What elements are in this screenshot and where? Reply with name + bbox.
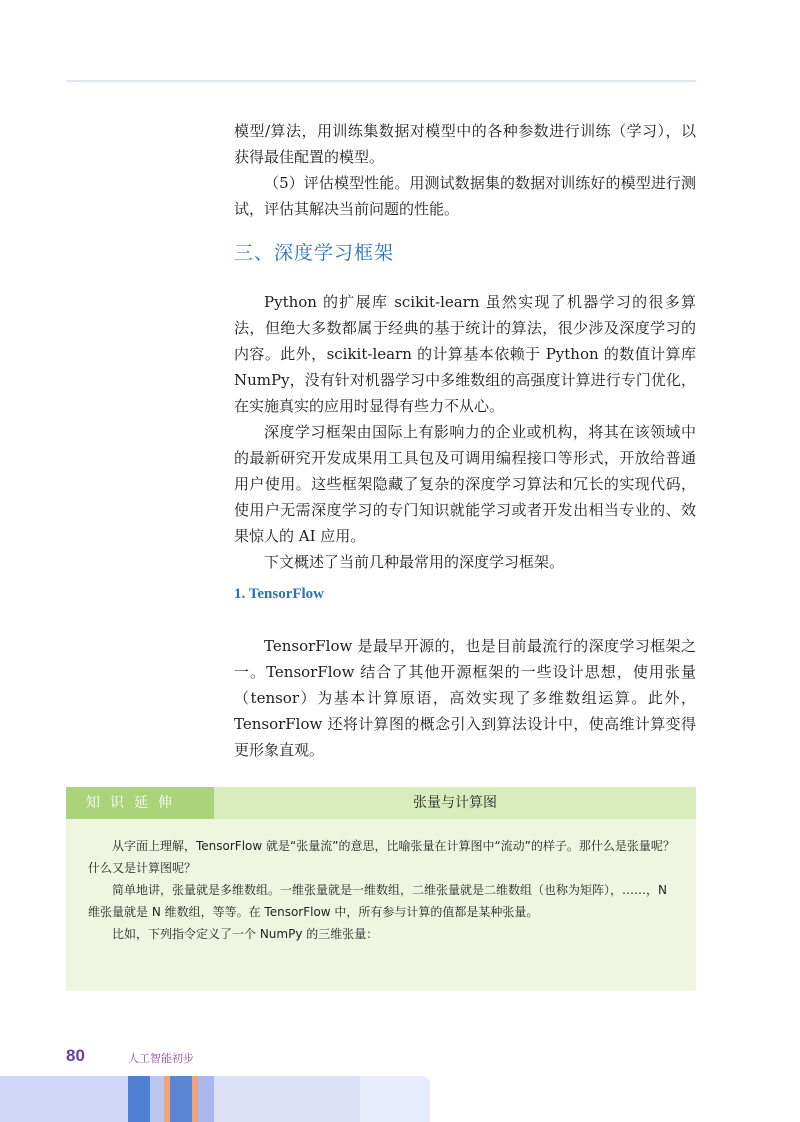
footer-decorative-band [0,1076,430,1122]
paragraph: （5）评估模型性能。用测试数据集的数据对训练好的模型进行测试，评估其解决当前问题的性能。 [234,174,696,218]
paragraph: 模型/算法，用训练集数据对模型中的各种参数进行训练（学习），以获得最佳配置的模型。 [234,122,696,166]
section-heading: 三、深度学习框架 [234,242,395,264]
band-segment [198,1076,214,1122]
knowledge-paragraph: 比如，下列指令定义了一个 NumPy 的三维张量： [112,927,379,941]
knowledge-extension-box [66,787,696,991]
framework-text-block [234,289,696,575]
knowledge-paragraph: 简单地讲，张量就是多维数组。一维张量就是一维数组，二维张量就是二维数组（也称为矩阵），……，N 维张量就是 N 维数组，等等。在 TensorFlow 中，所有参与计算的值都是某种张量。 [88,883,667,919]
paragraph: 深度学习框架由国际上有影响力的企业或机构，将其在该领域中的最新研究开发成果用工具包及可调用编程接口等形式，开放给普通用户使用。这些框架隐藏了复杂的深度学习算法和冗长的实现代码，使用户无需深度学习的专门知识就能学习或者开发出相当专业的、效果惊人的 AI 应用。 [234,423,696,545]
band-segment [128,1076,150,1122]
knowledge-paragraph: 从字面上理解，TensorFlow 就是“张量流”的意思，比喻张量在计算图中“流动”的样子。那什么是张量呢？什么又是计算图呢？ [88,839,675,875]
tensorflow-text-block [234,633,696,763]
header-rule [66,80,696,82]
subsection-heading: 1. TensorFlow [234,586,325,602]
band-segment [170,1076,192,1122]
paragraph: Python 的扩展库 scikit-learn 虽然实现了机器学习的很多算法，但绝大多数都属于经典的基于统计的算法，很少涉及深度学习的内容。此外，scikit-learn 的计算基本依赖于 Python 的数值计算库 NumPy，没有针对机器学习中多维数组的高强度计算进行专门优化，在实施真实的应用时显得有些力不从心。 [234,293,696,415]
knowledge-tab-label: 知识延伸 [66,787,214,819]
page-number: 80 [66,1046,85,1065]
band-segment [0,1076,128,1122]
knowledge-box-body [88,835,676,945]
paragraph: TensorFlow 是最早开源的，也是目前最流行的深度学习框架之一。TensorFlow 结合了其他开源框架的一些设计思想，使用张量（tensor）为基本计算原语，高效实现了多维数组运算。此外，TensorFlow 还将计算图的概念引入到算法设计中，使高维计算变得更形象直观。 [234,637,696,759]
knowledge-box-header [66,787,696,819]
paragraph: 下文概述了当前几种最常用的深度学习框架。 [264,553,565,571]
intro-text-block [234,118,696,222]
footer-book-title: 人工智能初步 [128,1052,194,1065]
knowledge-box-title: 张量与计算图 [214,787,696,819]
band-segment [150,1076,164,1122]
band-segment [214,1076,360,1122]
